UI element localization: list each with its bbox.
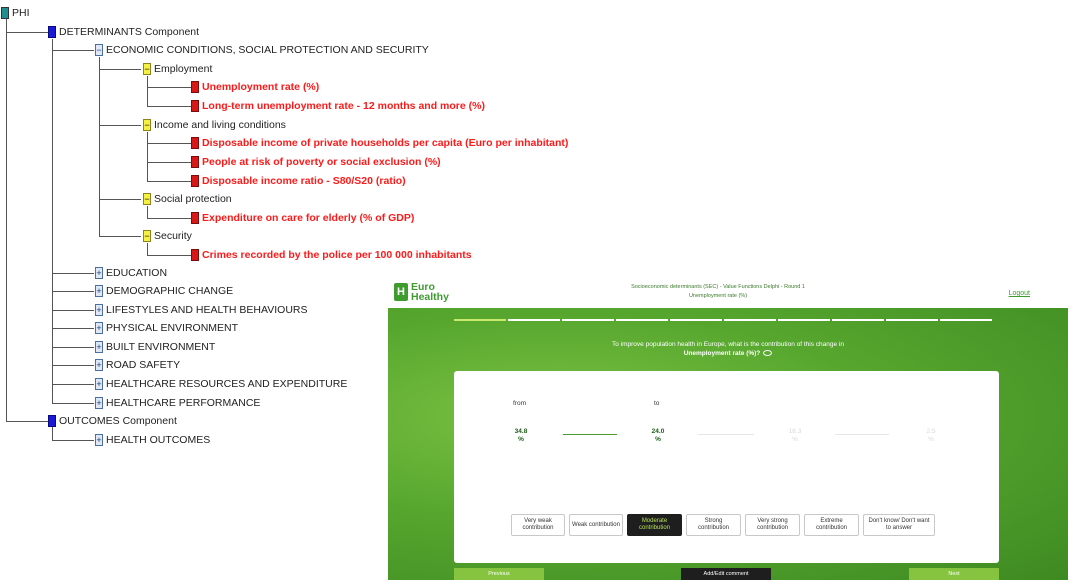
component-icon[interactable] bbox=[48, 26, 56, 38]
question-text bbox=[468, 340, 988, 358]
tree-node-indicator[interactable] bbox=[191, 248, 472, 262]
question-line: To improve population health in Europe, what is the contribution of this change in bbox=[612, 341, 844, 348]
progress-step bbox=[724, 319, 776, 321]
faded-value bbox=[919, 428, 943, 444]
progress-step bbox=[616, 319, 668, 321]
node-label: LIFESTYLES AND HEALTH BEHAVIOURS bbox=[106, 304, 308, 316]
tree-node-healthcare-resources[interactable] bbox=[95, 377, 347, 391]
faded-value bbox=[783, 428, 807, 444]
option-extreme[interactable]: Extreme contribution bbox=[804, 514, 859, 536]
indicator-icon bbox=[191, 212, 199, 224]
to-value-unit: % bbox=[655, 436, 661, 443]
progress-step bbox=[562, 319, 614, 321]
node-label: Income and living conditions bbox=[154, 119, 286, 131]
option-very-weak[interactable]: Very weak contribution bbox=[511, 514, 565, 536]
tree-node-phi[interactable] bbox=[1, 6, 30, 20]
expand-icon[interactable]: + bbox=[96, 359, 102, 370]
indicator-label: Crimes recorded by the police per 100 000 inhabitants bbox=[202, 249, 472, 261]
from-label: from bbox=[513, 400, 526, 407]
progress-step bbox=[832, 319, 884, 321]
collapse-icon[interactable]: − bbox=[96, 44, 102, 55]
tree-node-demographic[interactable] bbox=[95, 284, 233, 298]
tree-node-social-protection[interactable] bbox=[143, 192, 232, 206]
indicator-label: Expenditure on care for elderly (% of GDP) bbox=[202, 212, 415, 224]
indicator-icon bbox=[191, 175, 199, 187]
tree-node-built-env[interactable] bbox=[95, 340, 215, 354]
indicator-label: Disposable income of private households per capita (Euro per inhabitant) bbox=[202, 137, 569, 149]
header-title bbox=[568, 283, 868, 301]
tree-node-determinants[interactable] bbox=[48, 25, 199, 39]
node-label: EDUCATION bbox=[106, 267, 168, 279]
expand-icon[interactable]: + bbox=[96, 378, 102, 389]
tree-node-physical-env[interactable] bbox=[95, 321, 238, 335]
node-label: Social protection bbox=[154, 193, 232, 205]
progress-step bbox=[454, 319, 506, 321]
app-header bbox=[388, 280, 1068, 308]
node-label: HEALTHCARE RESOURCES AND EXPENDITURE bbox=[106, 378, 348, 390]
expand-icon[interactable]: + bbox=[96, 434, 102, 445]
faded-value-number: 2.5 bbox=[926, 428, 936, 435]
faded-value-number: 16.3 bbox=[788, 428, 802, 435]
expand-icon[interactable]: + bbox=[96, 285, 102, 296]
tree-node-indicator[interactable] bbox=[191, 155, 441, 169]
faded-value-unit: % bbox=[792, 436, 798, 443]
from-value bbox=[509, 428, 533, 444]
option-weak[interactable]: Weak contribution bbox=[569, 514, 623, 536]
option-strong[interactable]: Strong contribution bbox=[686, 514, 741, 536]
tree-node-education[interactable] bbox=[95, 266, 167, 280]
progress-bar bbox=[454, 319, 992, 321]
collapse-icon[interactable]: − bbox=[144, 119, 150, 130]
node-label: DEMOGRAPHIC CHANGE bbox=[106, 285, 234, 297]
node-label: BUILT ENVIRONMENT bbox=[106, 341, 216, 353]
indicator-label: Disposable income ratio - S80/S20 (ratio) bbox=[202, 175, 406, 187]
tree-node-indicator[interactable] bbox=[191, 99, 485, 113]
logout-link[interactable]: Logout bbox=[1008, 290, 1030, 297]
node-label: HEALTH OUTCOMES bbox=[106, 434, 211, 446]
tree-node-health-outcomes[interactable] bbox=[95, 433, 210, 447]
next-button[interactable]: Next bbox=[909, 568, 999, 580]
tree-node-healthcare-performance[interactable] bbox=[95, 396, 260, 410]
tree-node-security[interactable] bbox=[143, 229, 192, 243]
node-label: Security bbox=[154, 230, 192, 242]
tree-node-lifestyles[interactable] bbox=[95, 303, 308, 317]
logo-icon: H bbox=[394, 283, 408, 301]
progress-step bbox=[886, 319, 938, 321]
indicator-icon bbox=[191, 100, 199, 112]
previous-button[interactable]: Previous bbox=[454, 568, 544, 580]
expand-icon[interactable]: + bbox=[96, 322, 102, 333]
node-label: ECONOMIC CONDITIONS, SOCIAL PROTECTION AND SECURITY bbox=[106, 44, 429, 56]
logo-text-healthy: Healthy bbox=[411, 291, 449, 303]
faded-connector bbox=[835, 434, 889, 435]
collapse-icon[interactable]: − bbox=[144, 193, 150, 204]
tree-node-outcomes[interactable] bbox=[48, 414, 177, 428]
faded-connector bbox=[698, 434, 754, 435]
question-panel bbox=[388, 308, 1068, 580]
tree-node-employment[interactable] bbox=[143, 62, 212, 76]
node-label: OUTCOMES Component bbox=[59, 415, 177, 427]
change-connector bbox=[563, 434, 617, 435]
tree-node-indicator[interactable] bbox=[191, 211, 414, 225]
progress-step bbox=[508, 319, 560, 321]
to-value bbox=[646, 428, 670, 444]
expand-icon[interactable]: + bbox=[96, 267, 102, 278]
node-root-icon[interactable] bbox=[1, 7, 9, 19]
euro-healthy-logo bbox=[394, 282, 449, 302]
to-value-number: 24.0 bbox=[651, 428, 665, 435]
faded-value-unit: % bbox=[928, 436, 934, 443]
euro-healthy-app bbox=[388, 280, 1068, 580]
logo-text-euro: Euro bbox=[411, 281, 435, 293]
from-value-number: 34.8 bbox=[514, 428, 528, 435]
to-label: to bbox=[654, 400, 660, 407]
option-dont-know[interactable]: Don't know/ Don't want to answer bbox=[863, 514, 935, 536]
component-icon[interactable] bbox=[48, 415, 56, 427]
node-label: Employment bbox=[154, 63, 213, 75]
progress-step bbox=[778, 319, 830, 321]
answer-card bbox=[454, 371, 999, 563]
collapse-icon[interactable]: − bbox=[144, 230, 150, 241]
indicator-icon bbox=[191, 156, 199, 168]
tree-node-economic[interactable] bbox=[95, 43, 429, 57]
add-comment-button[interactable]: Add/Edit comment bbox=[681, 568, 771, 580]
collapse-icon[interactable]: − bbox=[144, 63, 150, 74]
from-value-unit: % bbox=[518, 436, 524, 443]
indicator-icon bbox=[191, 249, 199, 261]
node-label: HEALTHCARE PERFORMANCE bbox=[106, 397, 261, 409]
node-label: DETERMINANTS Component bbox=[59, 26, 200, 38]
tree-node-income[interactable] bbox=[143, 118, 286, 132]
progress-step bbox=[670, 319, 722, 321]
eye-icon[interactable] bbox=[763, 350, 772, 356]
option-moderate[interactable]: Moderate contribution bbox=[627, 514, 682, 536]
indicator-icon bbox=[191, 137, 199, 149]
indicator-label: Long-term unemployment rate - 12 months and more (%) bbox=[202, 100, 485, 112]
question-indicator: Unemployment rate (%)? bbox=[683, 350, 761, 357]
expand-icon[interactable]: + bbox=[96, 341, 102, 352]
node-label: PHYSICAL ENVIRONMENT bbox=[106, 322, 239, 334]
indicator-icon bbox=[191, 81, 199, 93]
node-label: ROAD SAFETY bbox=[106, 359, 181, 371]
option-very-strong[interactable]: Very strong contribution bbox=[745, 514, 800, 536]
tree-node-indicator[interactable] bbox=[191, 136, 568, 150]
survey-title: Socioeconomic determinants (SEC) - Value Functions Delphi - Round 1 bbox=[631, 284, 805, 290]
tree-node-indicator[interactable] bbox=[191, 174, 406, 188]
indicator-subtitle: Unemployment rate (%) bbox=[688, 293, 748, 299]
tree-node-indicator[interactable] bbox=[191, 80, 319, 94]
node-label: PHI bbox=[12, 7, 30, 19]
expand-icon[interactable]: + bbox=[96, 397, 102, 408]
progress-step bbox=[940, 319, 992, 321]
indicator-label: People at risk of poverty or social exclusion (%) bbox=[202, 156, 441, 168]
indicator-label: Unemployment rate (%) bbox=[202, 81, 320, 93]
contribution-options bbox=[511, 514, 935, 536]
tree-node-road-safety[interactable] bbox=[95, 358, 180, 372]
expand-icon[interactable]: + bbox=[96, 304, 102, 315]
